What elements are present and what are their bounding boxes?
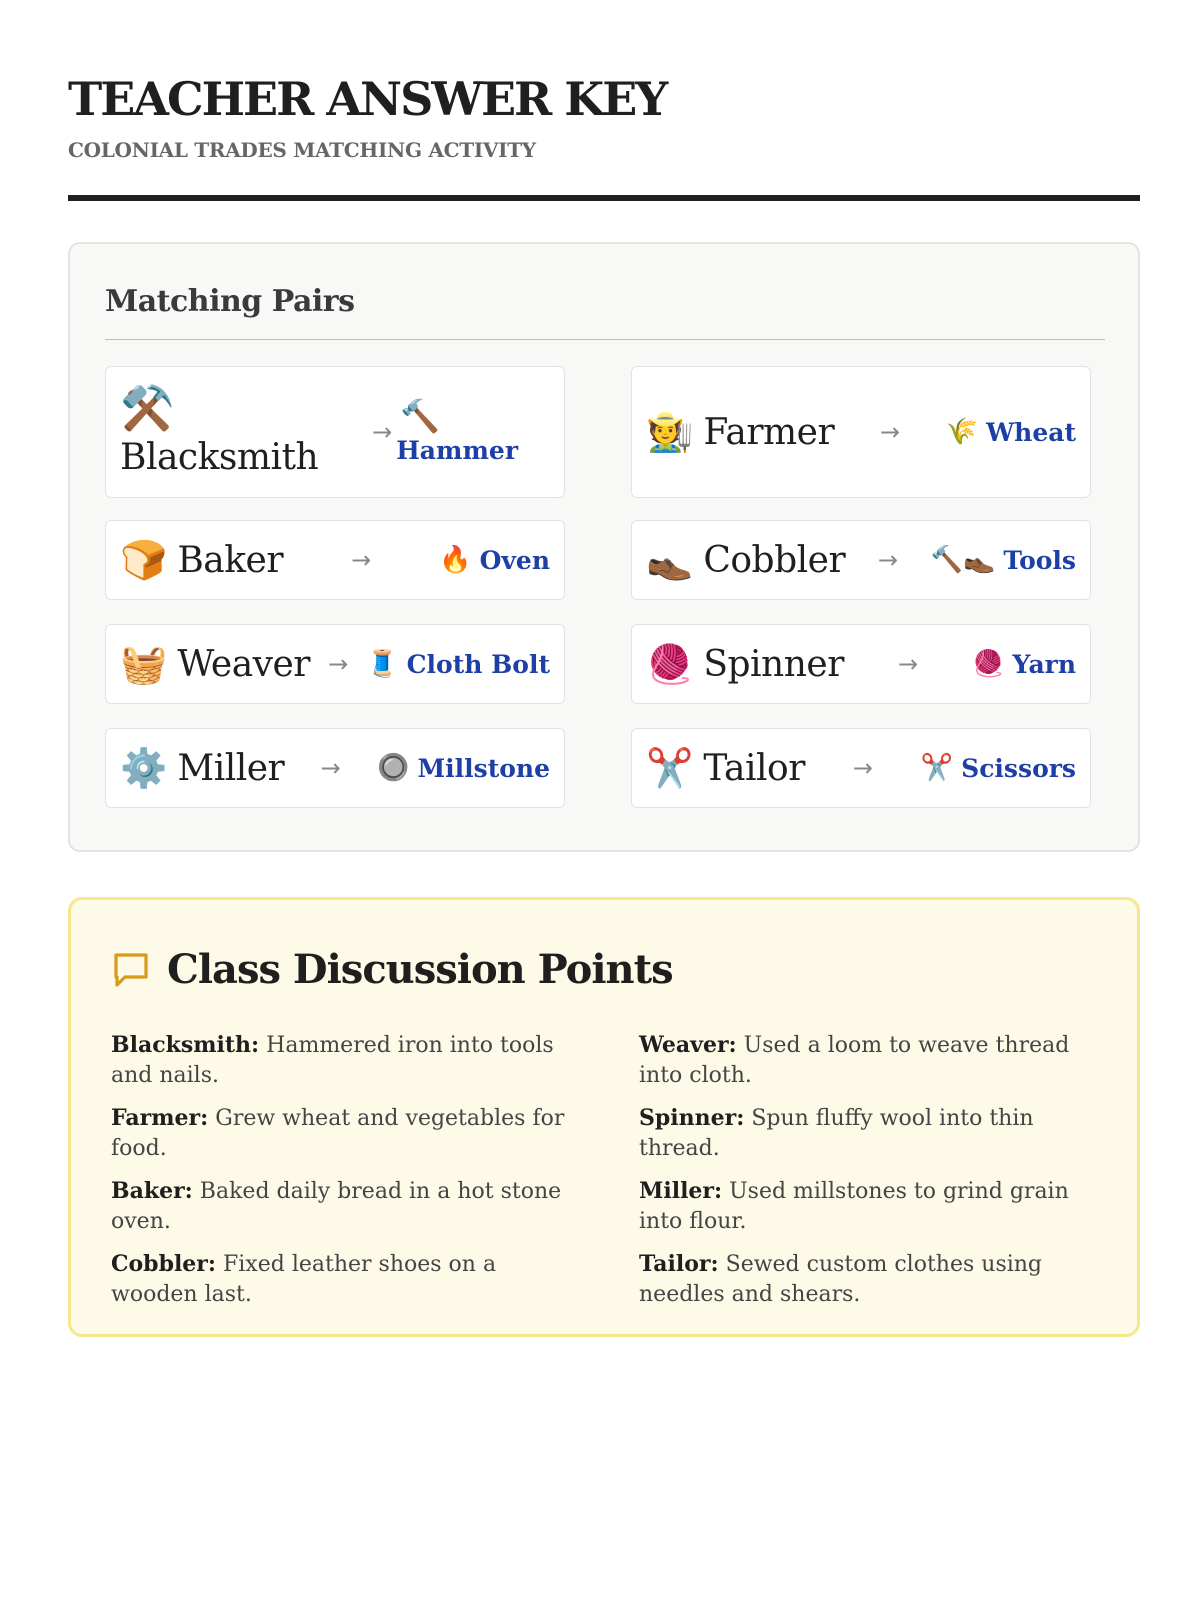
pair-spinner (631, 624, 1091, 704)
yarn-ball-icon: 🧶 (646, 642, 694, 686)
tool-name: Wheat (986, 417, 1076, 447)
trade (120, 382, 319, 478)
arrow-right-icon: → (877, 546, 898, 574)
discussion-card (68, 897, 1140, 1337)
arrow-right-icon: → (372, 418, 393, 446)
yarn-icon: 🧶 (972, 649, 1005, 679)
pair-farmer (631, 366, 1091, 498)
point-term: Blacksmith: (111, 1032, 260, 1058)
point-term: Baker: (111, 1178, 193, 1204)
thread-spool-icon: 🧵 (366, 649, 399, 679)
page-subtitle: COLONIAL TRADES MATCHING ACTIVITY (68, 138, 536, 162)
pair-weaver (105, 624, 565, 704)
basket-icon: 🧺 (120, 642, 168, 686)
fire-icon: 🔥 (439, 545, 472, 575)
tool (377, 754, 550, 783)
tool-name: Hammer (396, 435, 518, 465)
tool-name: Millstone (417, 753, 550, 783)
trade-name: Spinner (703, 643, 844, 685)
point-text: Used millstones to grind grain into flour. (639, 1179, 1069, 1234)
trade-name: Tailor (703, 747, 805, 789)
discussion-header (111, 946, 673, 993)
trade (646, 412, 834, 453)
farmer-icon: 🧑‍🌾 (646, 410, 694, 454)
trade (646, 748, 805, 789)
trade-name: Blacksmith (120, 436, 319, 478)
pair-miller (105, 728, 565, 808)
point-term: Spinner: (639, 1105, 745, 1131)
discussion-point (111, 1103, 581, 1164)
discussion-column-left (111, 1030, 581, 1322)
bread-icon: 🍞 (120, 538, 168, 582)
discussion-point (111, 1249, 581, 1310)
pair-baker (105, 520, 565, 600)
tool-name: Scissors (961, 753, 1076, 783)
discussion-point (111, 1030, 581, 1091)
point-text: Hammered iron into tools and nails. (111, 1033, 554, 1088)
trade-name: Baker (177, 539, 284, 581)
arrow-right-icon: → (879, 418, 900, 446)
shoe-icon: 👞 (646, 538, 694, 582)
arrow-right-icon: → (328, 650, 349, 678)
discussion-point (639, 1030, 1109, 1091)
discussion-point (639, 1249, 1109, 1310)
tool-name: Cloth Bolt (406, 649, 550, 679)
arrow-right-icon: → (852, 754, 873, 782)
point-term: Cobbler: (111, 1251, 217, 1277)
trade-name: Farmer (703, 411, 835, 453)
pair-cobbler (631, 520, 1091, 600)
arrow-right-icon: → (351, 546, 372, 574)
point-text: Fixed leather shoes on a wooden last. (111, 1252, 497, 1307)
scissors-icon: ✂️ (646, 746, 694, 790)
point-text: Baked daily bread in a hot stone oven. (111, 1179, 562, 1234)
discussion-point (639, 1176, 1109, 1237)
trade-name: Weaver (177, 643, 311, 685)
trade (120, 748, 284, 789)
point-text: Used a loom to weave thread into cloth. (639, 1033, 1070, 1088)
millstone-icon: 🔘 (377, 753, 410, 783)
tool (931, 546, 1076, 575)
matching-pairs-heading: Matching Pairs (105, 284, 355, 319)
arrow-right-icon: → (320, 754, 341, 782)
hammer-and-shoe-icon: 🔨👞 (930, 545, 996, 575)
trade-name: Cobbler (703, 539, 846, 581)
trade (646, 540, 845, 581)
pair-blacksmith (105, 366, 565, 498)
matching-pairs-card (68, 242, 1140, 852)
point-term: Farmer: (111, 1105, 209, 1131)
arrow-right-icon: → (898, 650, 919, 678)
tool-name: Tools (1003, 545, 1076, 575)
discussion-column-right (639, 1030, 1109, 1322)
tool (972, 650, 1076, 679)
point-term: Tailor: (639, 1251, 719, 1277)
point-term: Weaver: (639, 1032, 737, 1058)
chat-bubble-icon (111, 950, 151, 990)
discussion-title: Class Discussion Points (167, 946, 673, 993)
page-title: TEACHER ANSWER KEY (68, 72, 667, 126)
tool-name: Yarn (1012, 649, 1076, 679)
point-term: Miller: (639, 1178, 723, 1204)
wheat-icon: 🌾 (945, 417, 979, 447)
point-text: Spun fluffy wool into thin thread. (639, 1106, 1034, 1161)
tool (439, 546, 550, 575)
tool (366, 650, 550, 679)
title-divider (68, 195, 1140, 201)
trade (120, 644, 310, 685)
hammer-and-pick-icon: ⚒️ (120, 382, 175, 434)
trade (120, 540, 283, 581)
tool (946, 418, 1076, 447)
scissors-icon: ✂️ (920, 753, 954, 783)
point-text: Grew wheat and vegetables for food. (111, 1106, 565, 1161)
discussion-point (111, 1176, 581, 1237)
tool (921, 754, 1076, 783)
point-text: Sewed custom clothes using needles and shears. (639, 1252, 1043, 1307)
trade (646, 644, 844, 685)
matching-pairs-divider (105, 339, 1105, 340)
gear-icon: ⚙️ (120, 746, 168, 790)
trade-name: Miller (177, 747, 285, 789)
pair-tailor (631, 728, 1091, 808)
hammer-icon: 🔨 (400, 396, 441, 435)
tool-name: Oven (479, 545, 550, 575)
tool (396, 396, 518, 465)
discussion-point (639, 1103, 1109, 1164)
